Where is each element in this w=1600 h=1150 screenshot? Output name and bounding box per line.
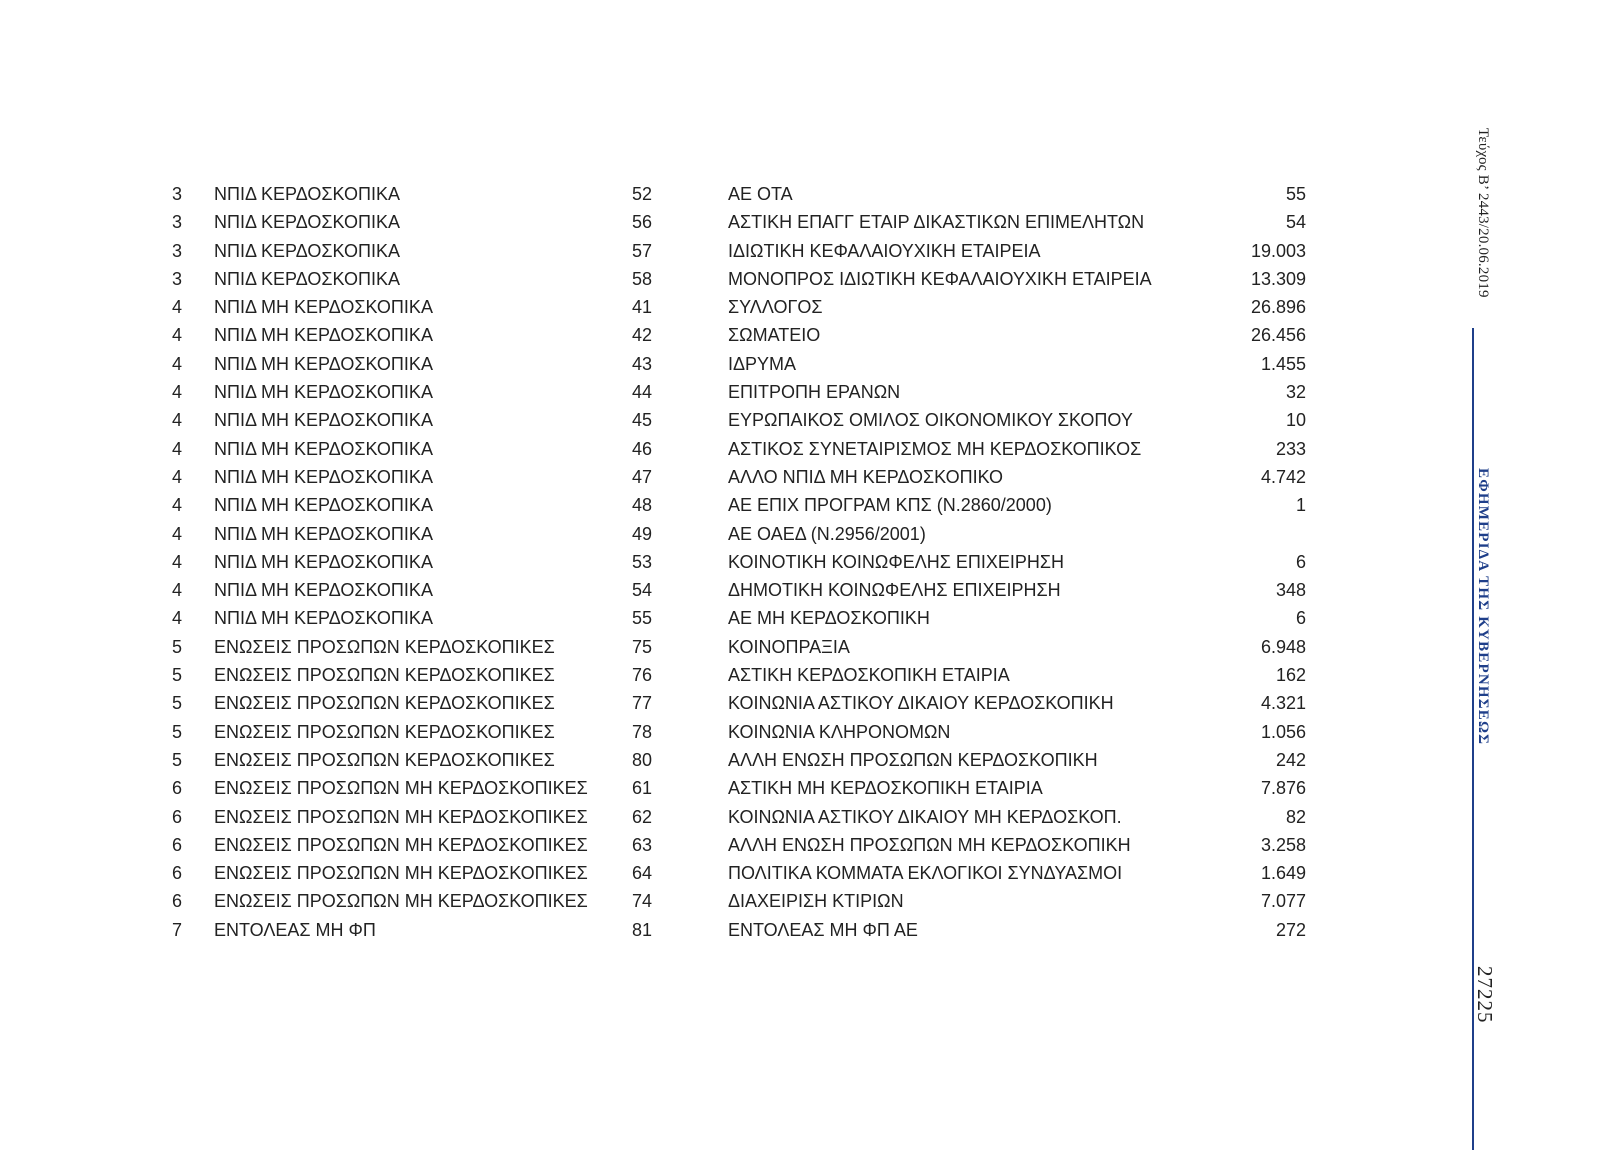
group-number: 4 [172,495,183,516]
group-number: 5 [172,721,183,742]
legal-form-description: ΣΥΛΛΟΓΟΣ [728,297,823,318]
legal-form-code: 76 [631,665,652,686]
page-sidebar [1460,128,1500,1028]
group-label: ΝΠΙΔ ΜΗ ΚΕΡΔΟΣΚΟΠΙΚΑ [214,410,433,431]
group-number: 4 [172,466,183,487]
entity-count: 3.258 [1260,834,1306,855]
entity-count: 54 [1285,212,1306,233]
legal-form-code: 75 [631,636,652,657]
group-number: 7 [172,919,183,940]
legal-form-code: 62 [631,806,652,827]
table-row [0,435,1400,463]
legal-form-description: ΣΩΜΑΤΕΙΟ [728,325,821,346]
table-row [0,350,1400,378]
entity-count: 1.056 [1260,721,1306,742]
legal-form-description: ΑΕ ΟΑΕΔ (Ν.2956/2001) [728,523,926,544]
legal-form-description: ΑΕ ΜΗ ΚΕΡΔΟΣΚΟΠΙΚΗ [728,608,930,629]
table-row [0,463,1400,491]
legal-form-code: 77 [631,693,652,714]
group-label: ΝΠΙΔ ΜΗ ΚΕΡΔΟΣΚΟΠΙΚΑ [214,382,433,403]
table-row [0,237,1400,265]
group-number: 5 [172,665,183,686]
entity-count: 4.742 [1260,466,1306,487]
group-label: ΕΝΩΣΕΙΣ ΠΡΟΣΩΠΩΝ ΜΗ ΚΕΡΔΟΣΚΟΠΙΚΕΣ [214,834,588,855]
legal-form-code: 81 [631,919,652,940]
group-number: 4 [172,608,183,629]
group-number: 3 [172,184,183,204]
group-number: 6 [172,891,183,912]
data-table [0,180,1400,944]
legal-form-code: 45 [631,410,652,431]
group-label: ΕΝΩΣΕΙΣ ΠΡΟΣΩΠΩΝ ΜΗ ΚΕΡΔΟΣΚΟΠΙΚΕΣ [214,778,588,799]
group-number: 4 [172,325,183,346]
legal-form-description: ΚΟΙΝΩΝΙΑ ΑΣΤΙΚΟΥ ΔΙΚΑΙΟΥ ΚΕΡΔΟΣΚΟΠΙΚΗ [728,693,1114,714]
group-label: ΝΠΙΔ ΜΗ ΚΕΡΔΟΣΚΟΠΙΚΑ [214,523,433,544]
entity-count: 162 [1275,665,1306,686]
legal-form-code: 78 [631,721,652,742]
legal-form-description: ΑΕ ΟΤΑ [728,184,793,204]
group-number: 6 [172,806,183,827]
legal-form-code: 56 [631,212,652,233]
table-row [0,604,1400,632]
entity-count: 7.077 [1260,891,1306,912]
group-label: ΝΠΙΔ ΜΗ ΚΕΡΔΟΣΚΟΠΙΚΑ [214,353,433,374]
legal-form-description: ΠΟΛΙΤΙΚΑ ΚΟΜΜΑΤΑ ΕΚΛΟΓΙΚΟΙ ΣΥΝΔΥΑΣΜΟΙ [728,863,1123,884]
legal-form-code: 52 [631,184,652,204]
legal-form-description: ΕΝΤΟΛΕΑΣ ΜΗ ΦΠ ΑΕ [728,919,918,940]
journal-title: ΕΦΗΜΕΡΙΔΑ ΤΗΣ ΚΥΒΕΡΝΗΣΕΩΣ [1475,468,1491,746]
legal-form-description: ΜΟΝΟΠΡΟΣ ΙΔΙΩΤΙΚΗ ΚΕΦΑΛΑΙΟΥΧΙΚΗ ΕΤΑΙΡΕΙΑ [728,268,1152,289]
legal-form-description: ΑΕ ΕΠΙΧ ΠΡΟΓΡΑΜ ΚΠΣ (Ν.2860/2000) [728,495,1052,516]
legal-form-description: ΕΠΙΤΡΟΠΗ ΕΡΑΝΩΝ [728,382,901,403]
page-number: 27225 [1473,966,1497,1024]
legal-form-description: ΔΗΜΟΤΙΚΗ ΚΟΙΝΩΦΕΛΗΣ ΕΠΙΧΕΙΡΗΣΗ [728,580,1061,601]
table-row [0,548,1400,576]
table-row [0,746,1400,774]
group-number: 3 [172,240,183,261]
legal-form-code: 41 [631,297,652,318]
table-row [0,180,1400,208]
group-number: 4 [172,297,183,318]
table-row [0,859,1400,887]
group-number: 4 [172,523,183,544]
entity-count: 19.003 [1250,240,1306,261]
legal-form-code: 58 [631,268,652,289]
group-label: ΝΠΙΔ ΜΗ ΚΕΡΔΟΣΚΟΠΙΚΑ [214,466,433,487]
entity-count: 1.455 [1260,353,1306,374]
group-label: ΝΠΙΔ ΜΗ ΚΕΡΔΟΣΚΟΠΙΚΑ [214,438,433,459]
legal-form-description: ΑΛΛΗ ΕΝΩΣΗ ΠΡΟΣΩΠΩΝ ΜΗ ΚΕΡΔΟΣΚΟΠΙΚΗ [728,834,1131,855]
group-label: ΕΝΩΣΕΙΣ ΠΡΟΣΩΠΩΝ ΜΗ ΚΕΡΔΟΣΚΟΠΙΚΕΣ [214,891,588,912]
issue-reference: Τεύχος Β’ 2443/20.06.2019 [1475,128,1491,298]
legal-form-description: ΚΟΙΝΟΠΡΑΞΙΑ [728,636,850,657]
entity-count: 348 [1275,580,1306,601]
table-row [0,689,1400,717]
group-label: ΝΠΙΔ ΚΕΡΔΟΣΚΟΠΙΚΑ [214,240,400,261]
entity-count: 6.948 [1260,636,1306,657]
table-row [0,916,1400,944]
group-label: ΕΝΩΣΕΙΣ ΠΡΟΣΩΠΩΝ ΜΗ ΚΕΡΔΟΣΚΟΠΙΚΕΣ [214,806,588,827]
entity-count: 272 [1275,919,1306,940]
table-row [0,887,1400,915]
group-number: 4 [172,580,183,601]
group-number: 3 [172,268,183,289]
group-label: ΝΠΙΔ ΜΗ ΚΕΡΔΟΣΚΟΠΙΚΑ [214,325,433,346]
group-label: ΝΠΙΔ ΚΕΡΔΟΣΚΟΠΙΚΑ [214,184,400,204]
table-row [0,661,1400,689]
table-row [0,803,1400,831]
group-number: 5 [172,636,183,657]
group-label: ΝΠΙΔ ΜΗ ΚΕΡΔΟΣΚΟΠΙΚΑ [214,495,433,516]
entity-count: 82 [1285,806,1306,827]
legal-form-description: ΕΥΡΩΠΑΙΚΟΣ ΟΜΙΛΟΣ ΟΙΚΟΝΟΜΙΚΟΥ ΣΚΟΠΟΥ [728,410,1133,431]
group-label: ΝΠΙΔ ΚΕΡΔΟΣΚΟΠΙΚΑ [214,268,400,289]
legal-form-code: 53 [631,551,652,572]
legal-form-code: 47 [631,466,652,487]
legal-form-description: ΙΔΙΩΤΙΚΗ ΚΕΦΑΛΑΙΟΥΧΙΚΗ ΕΤΑΙΡΕΙΑ [728,240,1041,261]
legal-form-code: 49 [631,523,652,544]
entity-count: 6 [1295,608,1306,629]
legal-form-description: ΚΟΙΝΩΝΙΑ ΚΛΗΡΟΝΟΜΩΝ [728,721,951,742]
group-number: 6 [172,834,183,855]
entity-count: 1.649 [1260,863,1306,884]
legal-form-description: ΑΣΤΙΚΗ ΕΠΑΓΓ ΕΤΑΙΡ ΔΙΚΑΣΤΙΚΩΝ ΕΠΙΜΕΛΗΤΩΝ [728,212,1145,233]
legal-form-code: 55 [631,608,652,629]
legal-form-code: 63 [631,834,652,855]
legal-form-code: 42 [631,325,652,346]
entity-count: 55 [1285,184,1306,204]
entity-count: 233 [1275,438,1306,459]
legal-form-code: 64 [631,863,652,884]
table-row [0,774,1400,802]
group-label: ΕΝΩΣΕΙΣ ΠΡΟΣΩΠΩΝ ΚΕΡΔΟΣΚΟΠΙΚΕΣ [214,693,555,714]
entity-count: 10 [1285,410,1306,431]
group-number: 4 [172,353,183,374]
group-number: 3 [172,212,183,233]
legal-form-description: ΑΛΛΗ ΕΝΩΣΗ ΠΡΟΣΩΠΩΝ ΚΕΡΔΟΣΚΟΠΙΚΗ [728,749,1098,770]
legal-form-description: ΔΙΑΧΕΙΡΙΣΗ ΚΤΙΡΙΩΝ [728,891,904,912]
legal-form-description: ΚΟΙΝΟΤΙΚΗ ΚΟΙΝΩΦΕΛΗΣ ΕΠΙΧΕΙΡΗΣΗ [728,551,1065,572]
group-label: ΕΝΩΣΕΙΣ ΠΡΟΣΩΠΩΝ ΚΕΡΔΟΣΚΟΠΙΚΕΣ [214,749,555,770]
legal-form-code: 54 [631,580,652,601]
entity-count: 1 [1295,495,1306,516]
legal-form-description: ΚΟΙΝΩΝΙΑ ΑΣΤΙΚΟΥ ΔΙΚΑΙΟΥ ΜΗ ΚΕΡΔΟΣΚΟΠ. [728,806,1122,827]
group-number: 4 [172,438,183,459]
table-row [0,378,1400,406]
table-row [0,831,1400,859]
entity-count: 7.876 [1260,778,1306,799]
table-row [0,576,1400,604]
group-number: 6 [172,863,183,884]
legal-form-description: ΑΣΤΙΚΗ ΜΗ ΚΕΡΔΟΣΚΟΠΙΚΗ ΕΤΑΙΡΙΑ [728,778,1043,799]
legal-form-code: 57 [631,240,652,261]
group-label: ΕΝΩΣΕΙΣ ΠΡΟΣΩΠΩΝ ΚΕΡΔΟΣΚΟΠΙΚΕΣ [214,721,555,742]
legal-form-code: 44 [631,382,652,403]
entity-count: 242 [1275,749,1306,770]
table-row [0,208,1400,236]
entity-count: 26.456 [1250,325,1306,346]
legal-form-code: 48 [631,495,652,516]
group-label: ΝΠΙΔ ΜΗ ΚΕΡΔΟΣΚΟΠΙΚΑ [214,580,433,601]
table-row [0,491,1400,519]
group-label: ΕΝΤΟΛΕΑΣ ΜΗ ΦΠ [214,919,376,940]
entity-count: 13.309 [1250,268,1306,289]
table-row [0,406,1400,434]
legal-form-code: 61 [631,778,652,799]
group-label: ΕΝΩΣΕΙΣ ΠΡΟΣΩΠΩΝ ΜΗ ΚΕΡΔΟΣΚΟΠΙΚΕΣ [214,863,588,884]
group-number: 5 [172,749,183,770]
group-label: ΝΠΙΔ ΚΕΡΔΟΣΚΟΠΙΚΑ [214,212,400,233]
entity-count: 4.321 [1260,693,1306,714]
legal-form-code: 74 [631,891,652,912]
group-label: ΝΠΙΔ ΜΗ ΚΕΡΔΟΣΚΟΠΙΚΑ [214,297,433,318]
group-number: 4 [172,382,183,403]
group-label: ΝΠΙΔ ΜΗ ΚΕΡΔΟΣΚΟΠΙΚΑ [214,551,433,572]
group-label: ΝΠΙΔ ΜΗ ΚΕΡΔΟΣΚΟΠΙΚΑ [214,608,433,629]
group-label: ΕΝΩΣΕΙΣ ΠΡΟΣΩΠΩΝ ΚΕΡΔΟΣΚΟΠΙΚΕΣ [214,636,555,657]
legal-form-description: ΑΣΤΙΚΗ ΚΕΡΔΟΣΚΟΠΙΚΗ ΕΤΑΙΡΙΑ [728,665,1010,686]
group-number: 5 [172,693,183,714]
legal-form-code: 80 [631,749,652,770]
table-row [0,633,1400,661]
legal-form-code: 43 [631,353,652,374]
legal-form-description: ΑΣΤΙΚΟΣ ΣΥΝΕΤΑΙΡΙΣΜΟΣ ΜΗ ΚΕΡΔΟΣΚΟΠΙΚΟΣ [728,438,1142,459]
group-number: 4 [172,551,183,572]
table-row [0,293,1400,321]
table-row [0,321,1400,349]
legal-form-description: ΑΛΛΟ ΝΠΙΔ ΜΗ ΚΕΡΔΟΣΚΟΠΙΚΟ [728,466,1004,487]
entity-count: 32 [1285,382,1306,403]
table-row [0,265,1400,293]
group-number: 4 [172,410,183,431]
table-row [0,520,1400,548]
entity-count: 6 [1295,551,1306,572]
entity-count: 26.896 [1250,297,1306,318]
group-number: 6 [172,778,183,799]
table-row [0,718,1400,746]
legal-form-description: ΙΔΡΥΜΑ [728,353,797,374]
legal-form-code: 46 [631,438,652,459]
group-label: ΕΝΩΣΕΙΣ ΠΡΟΣΩΠΩΝ ΚΕΡΔΟΣΚΟΠΙΚΕΣ [214,665,555,686]
